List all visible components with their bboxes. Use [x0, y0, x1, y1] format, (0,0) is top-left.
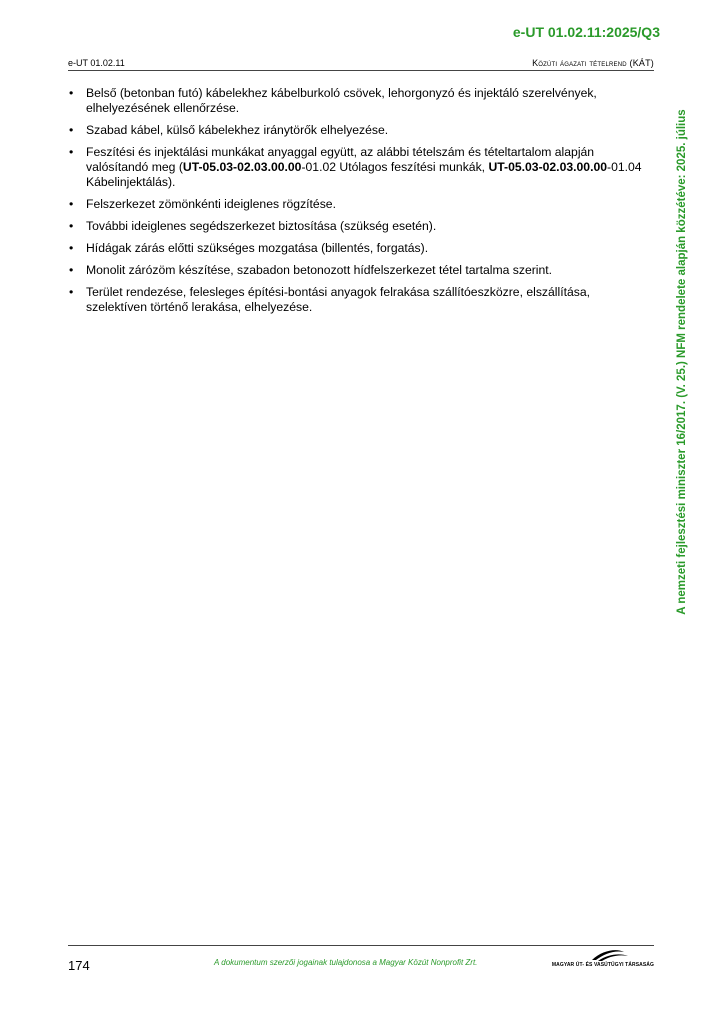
item-code: UT-05.03-02.03.00.00: [488, 160, 608, 174]
header-right: Közúti ágazati tételrend (KÁT): [532, 58, 654, 68]
copyright-note: A dokumentum szerzői jogainak tulajdonosa a Magyar Közút Nonprofit Zrt.: [214, 958, 478, 967]
item-text: Monolit zárózöm készítése, szabadon betonozott hídfelszerkezet tétel tartalma szerint.: [86, 263, 553, 277]
side-publication-note: A nemzeti fejlesztési miniszter 16/2017. (V. 25.) NFM rendelete alapján közzétéve: 2025. július: [676, 109, 688, 615]
item-text: Szabad kábel, külső kábelekhez iránytörők elhelyezése.: [86, 123, 389, 137]
bullet-icon: •: [69, 219, 74, 233]
bullet-icon: •: [69, 86, 74, 100]
list-item: [68, 197, 648, 212]
item-text: Feszítési és injektálási munkákat anyaggal együtt, az alábbi tételszám és tételtartalom alapján valósítandó meg (: [86, 145, 595, 174]
list-item: [68, 123, 648, 138]
item-text: -01.02 Utólagos feszítési munkák,: [301, 160, 489, 174]
list-item: [68, 285, 648, 315]
item-text: Hídágak zárás előtti szükséges mozgatása (billentés, forgatás).: [86, 241, 429, 255]
logo-text: MAGYAR ÚT- ÉS VASÚTÜGYI TÁRSASÁG: [551, 962, 654, 968]
list-item: [68, 219, 648, 234]
item-text: Belső (betonban futó) kábelekhez kábelburkoló csövek, lehorgonyzó és injektáló szerelvények, elhelyezésének ellenőrzése.: [86, 86, 597, 115]
bullet-icon: •: [69, 263, 74, 277]
main-content: [68, 86, 648, 322]
page-number: 174: [68, 958, 90, 973]
list-item: [68, 86, 648, 116]
bullet-icon: •: [69, 285, 74, 299]
list-item: [68, 145, 648, 190]
item-text: -01.04 Kábelinjektálás).: [86, 160, 642, 189]
bullet-list: [68, 86, 648, 315]
bullet-icon: •: [69, 123, 74, 137]
bullet-icon: •: [69, 241, 74, 255]
list-item: [68, 241, 648, 256]
organization-logo: [551, 948, 654, 972]
bullet-icon: •: [69, 197, 74, 211]
bullet-icon: •: [69, 145, 74, 159]
item-code: UT-05.03-02.03.00.00: [182, 160, 302, 174]
document-code: e-UT 01.02.11:2025/Q3: [512, 24, 660, 40]
page-header: [68, 58, 654, 71]
item-text: Felszerkezet zömönkénti ideiglenes rögzítése.: [86, 197, 336, 211]
item-text: További ideiglenes segédszerkezet biztosítása (szükség esetén).: [86, 219, 437, 233]
header-left: e-UT 01.02.11: [68, 58, 125, 68]
item-text: Terület rendezése, felesleges építési-bontási anyagok felrakása szállítóeszközre, elszállítása, szelektíven történő lerakása, elhelyezése.: [86, 285, 591, 314]
page-footer: [68, 945, 654, 973]
logo-swoosh-icon: [562, 948, 654, 962]
list-item: [68, 263, 648, 278]
